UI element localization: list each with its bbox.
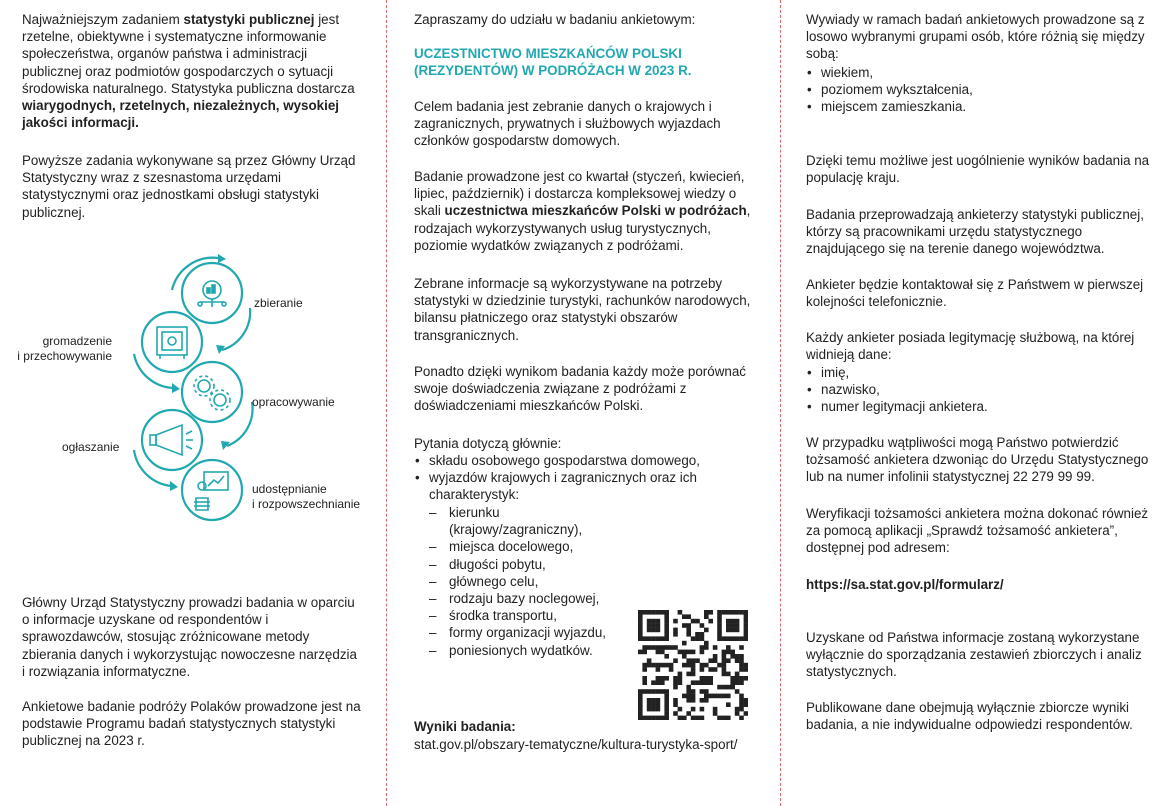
list-item: • poziomem wykształcenia, [806,81,1151,98]
text: jest rzetelne, obiektywne i systematyczne informowanie społeczeństwa, organów państwa i administracji publicznej oraz podmiotów gospodarczych o sytuacji środowiska naturalnego. Statystyka publiczna dostarcza [22,12,355,96]
trip-characteristics-list [414,504,634,659]
cycle-label-line: udostępnianie [252,482,327,496]
emphasis-text: wiarygodnych, rzetelnych, niezależnych, wysokiej jakości informacji. [22,98,340,131]
compare-paragraph: Ponadto dzięki wynikom badania każdy może porównać swoje doświadczenia związane z podróżami z doświadczeniami mieszkańców Polski. [414,364,746,414]
column-divider-left [386,0,387,806]
program-paragraph: Ankietowe badanie podróży Polaków prowadzone jest na podstawie Programu badań statystycznych statystyki publicznej na 2023 r. [22,699,361,749]
invitation-text: Zapraszamy do udziału w badaniu ankietowym: [414,12,696,27]
cycle-label-collecting: zbieranie [254,296,303,310]
emphasis-text: statystyki publicznej [183,12,315,27]
icon-storage [157,327,187,359]
interviewers-paragraph: Badania przeprowadzają ankieterzy statystyki publicznej, którzy są pracownikami urzędu statystycznego znajdującego się na terenie danego województwa. [806,207,1144,257]
list-item: – poniesionych wydatków. [414,642,634,659]
list-item: • imię, [806,364,1151,381]
emphasis-text: uczestnictwa mieszkańców Polski w podróżach [444,203,747,219]
gus-paragraph: Powyższe zadania wykonywane są przez Główny Urząd Statystyczny wraz z szesnastoma urzędami statystycznymi oraz jednostkami obsługi statystyki publicznej. [22,153,356,220]
goal-paragraph: Celem badania jest zebranie danych o krajowych i zagranicznych, prywatnych i służbowych wyjazdach członków gospodarstw domowych. [414,99,721,149]
cycle-circle-2 [142,312,202,372]
differences-list [806,64,1151,116]
text: Najważniejszym zadaniem [22,12,184,27]
list-item: • wiekiem, [806,64,1151,81]
column-right [806,0,1151,806]
text: Badanie prowadzone jest co kwartał (styczeń, kwiecień, lipiec, październik) i dostarcza kompleksowej wiedzy o skali [414,169,745,219]
list-item: – formy organizacji wyjazdu, [414,624,634,641]
icon-processing [194,376,230,410]
usage-paragraph: Zebrane informacje są wykorzystywane na potrzeby statystyki w dziedzinie turystyki, rachunków narodowych, bilansu płatniczego oraz statystyki obszarów transgranicznych. [414,276,751,343]
interviews-paragraph: Wywiady w ramach badań ankietowych prowadzone są z losowo wybranymi grupami osób, które różnią się między sobą: [806,12,1145,62]
text: , rodzajach wykorzystywanych usług turystycznych, poziomie wydatków związanych z podróżami. [414,203,751,253]
qr-code-graphic [638,610,748,720]
app-paragraph: Weryfikacji tożsamości ankietera można dokonać również za pomocą aplikacji „Sprawdź tożsamość ankietera”, dostępnej pod adresem: [806,506,1149,556]
confidentiality-paragraph: Uzyskane od Państwa informacje zostaną wykorzystane wyłącznie do sporządzania zestawień zbiorczych i analiz statystycznych. [806,630,1142,680]
list-item: – miejsca docelowego, [414,538,634,555]
survey-title: UCZESTNICTWO MIESZKAŃCÓW POLSKI (REZYDENTÓW) W PODRÓŻACH W 2023 R. [414,46,692,79]
qr-code[interactable] [638,610,748,720]
list-item: – głównego celu, [414,573,634,590]
arrow-arc-2 [222,308,250,350]
results-label-text: Wyniki badania: [414,719,516,734]
list-item: • nazwisko, [806,381,1151,398]
methods-paragraph: Główny Urząd Statystyczny prowadzi badania w oparciu o informacje uzyskane od respondentów i sprawozdawców, stosując zróżnicowane metody zbierania danych i wykorzystując nowoczesne narzędzia i rozwiązania informatyczne. [22,595,357,679]
id-card-list [806,364,1151,416]
icon-announce [150,425,193,455]
list-item: – środka transportu, [414,607,634,624]
column-divider-right [780,0,781,806]
list-item: • składu osobowego gospodarstwa domowego, [414,452,760,469]
id-card-paragraph: Każdy ankieter posiada legitymację służbową, na której widnieją dane: [806,330,1135,363]
verification-link[interactable]: https://sa.stat.gov.pl/formularz/ [806,577,1004,592]
cycle-label-storing [0,334,112,364]
column-left [17,0,362,806]
cycle-label-line: gromadzenie [42,334,112,348]
cycle-label-line: i przechowywanie [17,349,112,363]
generalization-paragraph: Dzięki temu możliwe jest uogólnienie wyników badania na populację kraju. [806,153,1150,186]
contact-paragraph: Ankieter będzie kontaktował się z Państwem w pierwszej kolejności telefonicznie. [806,277,1144,310]
publication-paragraph: Publikowane dane obejmują wyłącznie zbiorcze wyniki badania, a nie indywidualne odpowiedzi respondentów. [806,700,1133,733]
list-item: – kierunku (krajowy/zagraniczny), [414,504,634,538]
cycle-label-processing: opracowywanie [252,395,335,409]
list-item: • wyjazdów krajowych i zagranicznych oraz ich charakterystyk: [414,469,760,503]
intro-paragraph [22,11,362,131]
list-item: – długości pobytu, [414,556,634,573]
statistics-cycle-diagram [17,250,362,540]
list-item: • numer legitymacji ankietera. [806,398,1151,415]
cycle-label-announcing: ogłaszanie [62,440,120,454]
verify-paragraph: W przypadku wątpliwości mogą Państwo potwierdzić tożsamość ankietera dzwoniąc do Urzędu Statystycznego lub na numer infolinii statystycznej 22 279 99 99. [806,435,1149,485]
list-item: • miejscem zamieszkania. [806,98,1151,115]
frequency-paragraph [414,168,760,254]
cycle-label-sharing [252,482,360,512]
arrow-arc-4 [227,402,253,446]
icon-share [194,472,228,510]
questions-list [414,452,760,504]
cycle-label-line: i rozpowszechnianie [252,497,361,511]
results-link[interactable]: stat.gov.pl/obszary-tematyczne/kultura-turystyka-sport/ [414,737,738,752]
list-item: – rodzaju bazy noclegowej, [414,590,634,607]
icon-collect [198,281,226,307]
questions-title: Pytania dotyczą głównie: [414,436,562,451]
arrow-arc-5 [134,450,172,486]
results-label [414,718,760,735]
column-middle [414,0,760,806]
